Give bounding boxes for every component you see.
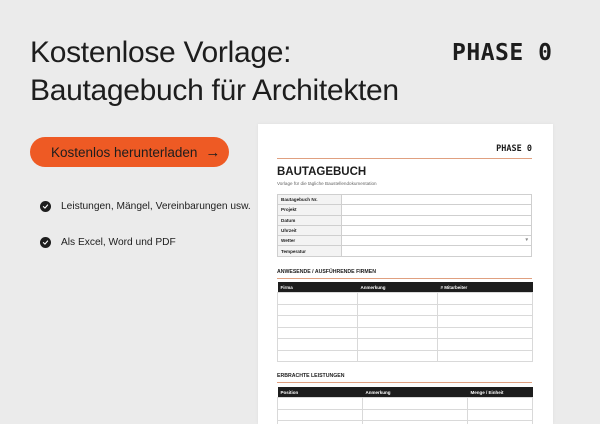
column-header: # Mitarbeiter [438,282,533,293]
download-button-label: Kostenlos herunterladen [51,144,198,160]
field-label: Projekt [278,205,342,215]
table-row [278,304,533,316]
field-value [342,205,532,215]
table-row [278,246,532,256]
table-row [278,339,533,351]
table-row [278,215,532,225]
column-header: Position [278,387,363,398]
feature-item [40,233,251,251]
table-header [278,282,533,293]
field-label: Wetter [278,236,342,246]
document-title: BAUTAGEBUCH [277,166,367,178]
divider [277,382,532,383]
check-circle-icon [40,201,51,212]
table-header [278,387,533,398]
divider [277,158,532,159]
table-row [278,225,532,235]
table-row [278,398,533,410]
info-table [277,194,532,257]
section-title-firms: ANWESENDE / AUSFÜHRENDE FIRMEN [277,269,376,275]
document-brand: PHASE 0 [496,144,532,154]
column-header: Anmerkung [358,282,438,293]
field-value [342,215,532,225]
table-row [278,421,533,424]
column-header: Anmerkung [363,387,468,398]
feature-text: Als Excel, Word und PDF [61,236,176,248]
field-value [342,236,532,246]
arrow-right-icon: → [205,143,221,161]
field-label: Datum [278,215,342,225]
feature-list [40,197,251,269]
field-label: Bautagebuch Nr. [278,195,342,205]
headline-line-1: Kostenlose Vorlage: [30,36,292,69]
table-row [278,316,533,328]
table-row [278,409,533,421]
table-row [278,350,533,362]
document-subtitle: Vorlage für die tägliche Baustellendokumentation [277,181,377,186]
download-button[interactable] [30,137,229,167]
brand-logo[interactable]: PHASE 0 [452,40,553,66]
field-label: Temperatur [278,246,342,256]
table-row [278,195,532,205]
column-header: Menge / Einheit [468,387,533,398]
table-row [278,205,532,215]
divider [277,278,532,279]
headline-line-2: Bautagebuch für Architekten [30,74,399,107]
services-table [277,387,533,424]
headline [30,34,399,110]
feature-text: Leistungen, Mängel, Vereinbarungen usw. [61,200,251,212]
field-value [342,246,532,256]
table-row [278,293,533,305]
field-value [342,195,532,205]
section-title-services: ERBRACHTE LEISTUNGEN [277,373,345,379]
document-preview [258,124,553,424]
feature-item [40,197,251,215]
column-header: Firma [278,282,358,293]
chevron-down-icon: ▾ [525,237,528,244]
table-row [278,236,532,246]
check-circle-icon [40,237,51,248]
table-row [278,327,533,339]
field-label: Uhrzeit [278,225,342,235]
field-value [342,225,532,235]
firms-table [277,282,533,362]
